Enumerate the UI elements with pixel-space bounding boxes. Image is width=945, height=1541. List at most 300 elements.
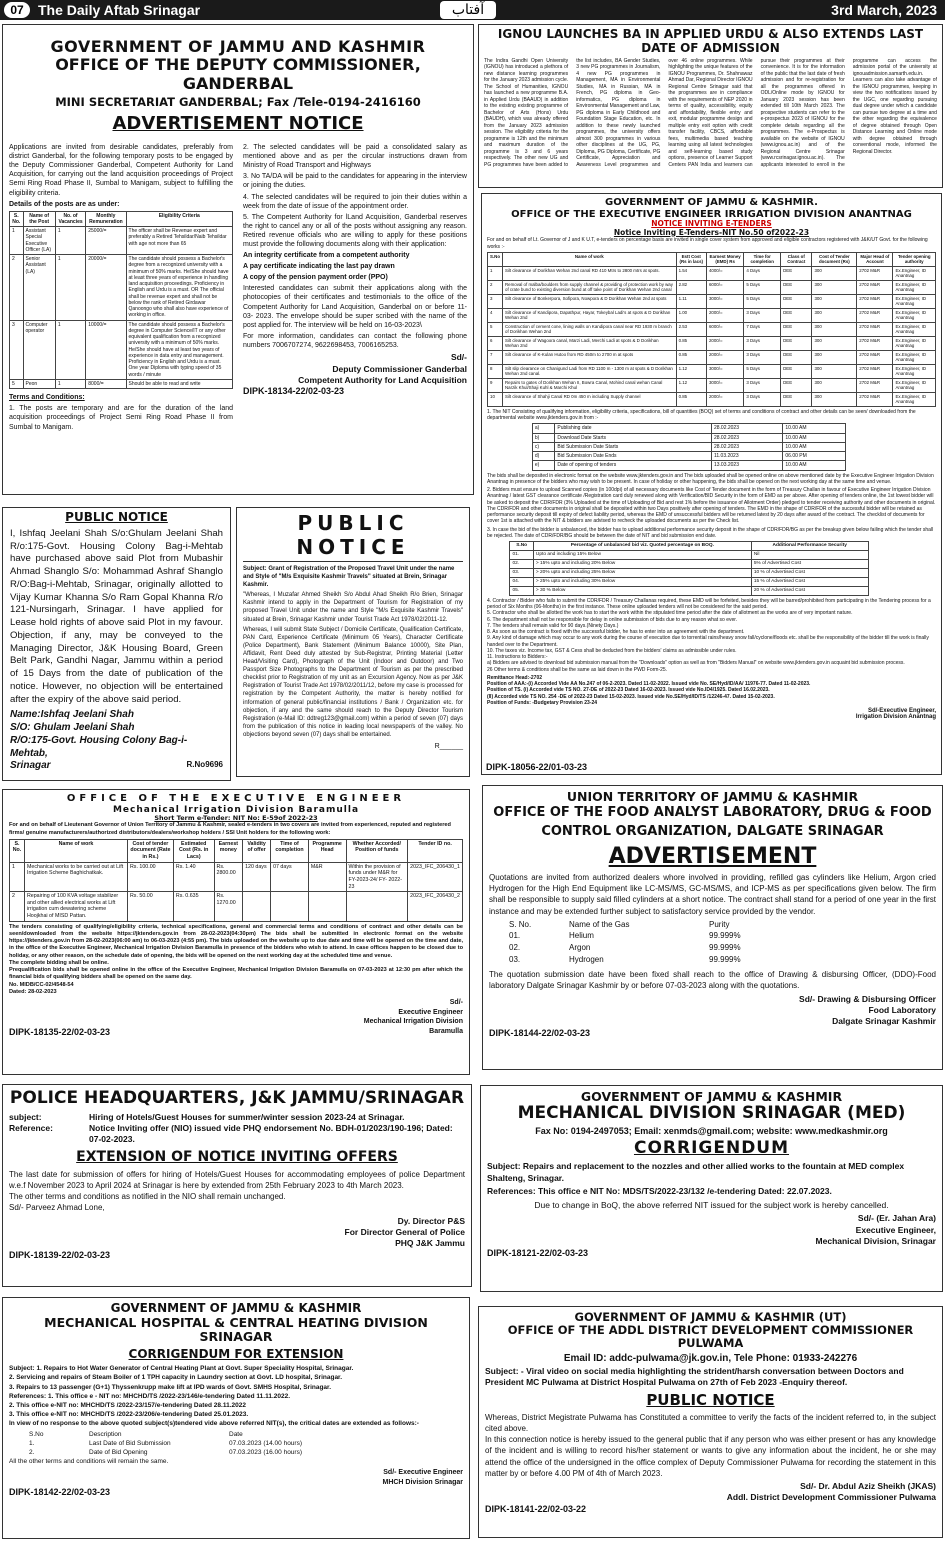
table-cell: a): [532, 424, 554, 433]
table-cell: d): [532, 452, 554, 461]
table-cell: 1: [10, 227, 24, 255]
table-cell: 10 % of Advertised Cost: [751, 568, 868, 577]
ad-reference: Notice Inviting offer (NIO) issued vide PHQ endorsement No. BDH-01/2023/190-196; Dated: 07-02-2023.: [89, 1122, 453, 1144]
signatory: Mechanical Irrigation Division: [363, 1018, 463, 1026]
table-cell: Ex.Engineer, ID Anantnag: [893, 294, 936, 308]
ad-reference: References: This office e NIT No: MDS/TS/2022-23/132 /e-tendering Dated: 22.07.2023.: [487, 1186, 832, 1197]
table-cell: 28.02.2023: [711, 424, 782, 433]
table-row: [510, 550, 868, 559]
table-row: [10, 255, 233, 321]
table-cell: 3 Days: [744, 336, 781, 350]
table-cell: 1.12: [676, 378, 706, 392]
list-cell: Helium: [569, 931, 594, 941]
table-cell: 04.: [510, 577, 533, 586]
table-cell: 2702 M&R: [857, 392, 893, 406]
table-cell: 1: [55, 320, 85, 379]
signatory: Sd/- (Er. Jahan Ara): [857, 1213, 936, 1224]
list-cell: Last Date of Bid Submission: [89, 1440, 171, 1448]
list-cell: Description: [89, 1431, 122, 1438]
table-cell: Repairing of 100 KVA voltage stabilizer and other allied electrical works at Lift irrigation cum dewatering scheme Hoojkhai of MISD Pattan.: [24, 892, 127, 921]
table-cell: Ex.Engineer, ID Anantnag: [893, 308, 936, 322]
table-cell: 15 % of Advertised Cost: [751, 577, 868, 586]
table-cell: 3 Days: [744, 308, 781, 322]
table-cell: 2702 M&R: [857, 364, 893, 378]
ad-paragraph: Interested candidates can submit their applications along with the photocopies of their certificates and testimonials to the office of the Competent Authority for Land Acquisition, Ganderbal on or before 11-03- 2023. The envelope should be super scribed with the name of the post applied for. The interview will be held on 16-03-2023\: [243, 285, 467, 329]
ad-heading: PUBLIC NOTICE: [243, 511, 463, 562]
table-cell: Rs. 1.40: [173, 862, 214, 891]
ad-subject: Hiring of Hotels/Guest Houses for summer/winter session 2023-24 at Srinagar.: [89, 1111, 405, 1122]
table-cell: DEE: [781, 336, 812, 350]
ad-body: Subject: 1. Repairs to Hot Water Generator of Central Heating Plant at Govt. Super Speciality Hospital, Srinagar. 2. Servicing and repairs of Steam Boiler of 1 TPH capacity in Laundry section at Govt. LD hospital, Srinagar. 3. Repairs to 13 passenger (G+1) Thyssenkrupp make lift at IPD wards of Govt. SMHS Hospital, Srinagar. References: 1. This office e - NIT no: MHCHD/TS /2022-23/146/e-tendering Dated 11.11.2022. 2. This office e-NIT no: MHCHD/TS /2022-23/157/e-tendering Dated 28.11.2022 3. This office e-NIT no: MHCHD/TS /2022-23/206/e-tendering Dated 25.01.2023. In view of no response to the above quoted subject(s)tendered vide above referred NIT(s), the critical dates are extended as follows:-: [9, 1365, 419, 1427]
table-cell: 2000/=: [706, 308, 743, 322]
table-cell: 2702 M&R: [857, 266, 893, 280]
ad-heading: EXTENSION OF NOTICE INVITING OFFERS: [76, 1148, 398, 1165]
ad-body: The last date for submission of offers for hiring of Hotels/Guest Houses for accommodating employees of police Department w.e.f November 2023 to April 2024 at Srinagar is here by extended from 25th February 2023 to 4th March 2023. The other terms and conditions as notified in the NIO shall remain unchanged. Sd/- Parveez Ahmad Lone,: [9, 1169, 465, 1213]
table-cell: 3000/=: [706, 364, 743, 378]
table-cell: Silt clearance of Dorikhan Wehan 2nd canal RD 410 Mtrs to 2800 mtrs at spots.: [503, 266, 677, 280]
list-cell: Hydrogen: [569, 954, 604, 964]
gas-list: [509, 919, 936, 965]
table-cell: 2702 M&R: [857, 308, 893, 322]
ad-heading: CORRIGENDUM: [633, 1137, 790, 1158]
ad-public-notice-housing: [2, 507, 231, 781]
table-cell: Computer operator: [23, 320, 55, 379]
list-cell: 99.999%: [709, 954, 741, 964]
dipk-code: DIPK-18139-22/02-03-23: [9, 1249, 111, 1260]
newspaper-name: The Daily Aftab Srinagar: [38, 2, 201, 18]
ad-ignou: [478, 24, 943, 188]
table-row: [488, 378, 936, 392]
table-cell: 7: [488, 350, 503, 364]
ad-body: Whereas, I will submit State Subject / Domicile Certificate, Qualification Certificate, PAN Card, Experience Certificate (Minimum 05 Years), Character Certificate (Police Department), Bank Statement (Minimum Balance 10000), Site Plan, Affidavit, Rent Deed duly attested by Sub-Registrar, Printing Material (Letter Head/Visiting Card), Photograph of the Unit (Indoor and Outdoor) and Two Passport Size Photographs to the Department of Tourism as per the prescribed checklist prior to Registration of my unit as an Excursion Agency. Now as per J&K Registration of Tourist Trade Act 1978/02/2011/12, before my case is processed for registration by the Competent Authority, the matter is hereby notified for information of general public/financial institutions / Bank / Organization etc. for objection, if any and the same should reach to the Deputy Director Tourism Registration (e-Mail ID: ddtreg123@gmail.com) within a period of seven (07) days from the publication of this notice in leading local newspaper/s of the valley. No objections beyond seven (07) days shall be entertained.: [243, 626, 463, 738]
table-cell: 6000/=: [706, 280, 743, 294]
table-row: [488, 350, 936, 364]
table-cell: 28.02.2023: [711, 442, 782, 451]
list-item: [509, 930, 936, 942]
table-cell: 1.54: [676, 266, 706, 280]
ad-subtitle: NOTICE INVITING E-TENDERS: [651, 219, 772, 228]
table-cell: b): [532, 433, 554, 442]
table-header: Whether Accorded/ Position of funds: [346, 839, 408, 862]
list-cell: S. No.: [509, 919, 532, 929]
ad-subject: Subject: - Viral video on social media highlighting the strident/harsh conversation between Doctors and President MC Pulwama at District Hospital Pulwama on 27th of Feb 2023 -Enquiry thereof.: [485, 1365, 904, 1388]
doc-item: A copy of the pension payment order (PPO): [243, 274, 388, 282]
ad-title: OFFICE OF THE EXECUTIVE ENGINEER: [66, 793, 406, 804]
table-cell: Ex.Engineer, ID Anantnag: [893, 350, 936, 364]
table-header: Validity of offer: [243, 839, 271, 862]
table-cell: 2702 M&R: [857, 350, 893, 364]
reference-label: Reference:: [9, 1122, 53, 1133]
term: 3. No TA/DA will be paid to the candidates for appearing in the interview or joining the duties.: [243, 173, 467, 190]
table-cell: 1.11: [676, 294, 706, 308]
ad-body: "Whereas, I Muzafar Ahmed Sheikh S/o Abdul Ahad Sheikh R/o Brien, Srinagar Kashmir intend to apply in the Department of Tourism for Registration of my proposed Travel Unit under the name and Style "M/s Exquisite Kashmir Travels" situated at Brein, Srinagar Kashmir under Tourist Trade Act 1978/02/2011-12.: [243, 592, 463, 623]
table-cell: 5: [488, 322, 503, 336]
ad-title: MECHANICAL DIVISION SRINAGAR (MED): [517, 1103, 906, 1124]
ad-subtitle: Short Term e-Tender: NIT No: E-59of 2022-23: [154, 813, 318, 822]
table-cell: 300: [812, 322, 857, 336]
ad-mhchd-srinagar: [2, 1297, 470, 1539]
ad-title: OFFICE OF THE DEPUTY COMMISSIONER, GANDERBAL: [55, 55, 421, 93]
table-header: Eligibility Criteria: [126, 211, 232, 227]
ad-title: GOVERNMENT OF JAMMU & KASHMIR: [580, 1089, 843, 1104]
table-cell: Silt clearance of Shahji Canal RD 0m 450 m including Supply channel: [503, 392, 677, 406]
table-cell: 07 days: [271, 862, 309, 891]
table-header: Monthly Remuneration: [86, 211, 126, 227]
table-cell: c): [532, 442, 554, 451]
signatory: Executive Engineer,: [855, 1224, 936, 1235]
doc-item: A pay certificate indicating the last pay drawn: [243, 263, 395, 271]
table-cell: 9: [488, 378, 503, 392]
table-header: Percentage of unbalanced bid viz. Quoted percentage on BOQ.: [533, 542, 751, 551]
table-cell: 10000/=: [86, 320, 126, 379]
table-cell: Repairs to gates of Dorikhan Wehan II, Bowra Canal, Mohind canal wehan Canal Narzik Khul/Shaji Kuhl & Marchi Khul: [503, 378, 677, 392]
list-item: [509, 919, 936, 931]
table-header: Estimated Cost (Rs. in Lacs): [173, 839, 214, 862]
terms-heading: Terms and Conditions:: [9, 394, 85, 402]
table-cell: > 15% upto and including 20% Below: [533, 559, 751, 568]
table-row: [488, 392, 936, 406]
table-row: [488, 280, 936, 294]
table-header: Name of the Post: [23, 211, 55, 227]
ad-mech-irrigation-baramulla: [2, 789, 470, 1075]
ad-title: GOVERNMENT OF JAMMU & KASHMIR: [110, 1301, 362, 1315]
ad-ganderbal: [2, 24, 474, 495]
table-cell: Date of opening of tenders: [555, 461, 712, 470]
table-cell: Download Date Starts: [555, 433, 712, 442]
table-cell: 300: [812, 378, 857, 392]
table-row: [10, 227, 233, 255]
table-cell: 2702 M&R: [857, 280, 893, 294]
table-cell: Silt clearance of K-Kulan Hutoo from RD 450m to 2700 m at spots: [503, 350, 677, 364]
table-cell: 0.85: [676, 392, 706, 406]
list-cell: 99.999%: [709, 931, 741, 941]
table-header: Estt Cost (Rs in lacs): [676, 252, 706, 266]
table-cell: DEE: [781, 364, 812, 378]
ad-body: I, Ishfaq Jeelani Shah S/o:Ghulam Jeelani Shah R/o:175-Govt. Housing Colony Bag-i-Mehtab have purchased above said Plot from Mubashir Ahmad Shanglo S/o: Mohammad Ashraf Shanglo R/O:Bag-i-Mehtab, Srinagar, originally allotted to Vijay Kumar Khanna S/o Ram Gopal Khanna R/o 121-Nursingarh, Srinagar. I have applied for Lease hold rights of above said Plot in my favour. Objection, if any, may be conveyed to the Managing Director, J&K Housing Board, Green Belt Park, Gandhi Nagar, Jammu within a period of 15 Days from the date of publication of the notice. However, no objection will be entertained after the expiry of the above said period.: [10, 527, 223, 705]
ad-title: OFFICE OF THE FOOD ANALYST LABORATORY, DRUG & FOOD CONTROL ORGANIZATION, DALGATE SRINAGAR: [493, 805, 932, 839]
table-cell: [243, 892, 271, 921]
table-cell: 300: [812, 308, 857, 322]
signatory: Food Laboratory: [868, 1005, 936, 1016]
list-item: [29, 1430, 463, 1439]
ad-body: All the other terms and conditions will remain the same.: [9, 1458, 169, 1466]
ad-contact: Email ID: addc-pulwama@jk.gov.in, Tele Phone: 01933-242276: [563, 1352, 858, 1364]
ad-subtitle: MINI SECRETARIAT GANDERBAL; Fax /Tele-0194-2416160: [55, 95, 421, 110]
table-cell: 6: [488, 336, 503, 350]
table-cell: 20 % of Advertised Cost: [751, 586, 868, 595]
dipk-code: DIPK-18135-22/02-03-23: [9, 1026, 111, 1037]
table-cell: 4000/=: [706, 266, 743, 280]
ad-title: OFFICE OF THE ADDL DISTRICT DEVELOPMENT COMMISSIONER PULWAMA: [507, 1323, 914, 1351]
term: 1. The posts are temporary and are for the duration of the land acquisition proceedings of Project Semi Ring Road Phase II from Sumbal to Manigam.: [9, 405, 233, 431]
table-cell: Removal of malba/boulders from supply channel & providing of protection work by way of crate bund to existing diversion bund at off take point of Dorikhan Wehan 2nd canal: [503, 280, 677, 294]
table-cell: 300: [812, 350, 857, 364]
signatory: Addl. District Development Commissioner Pulwama: [726, 1492, 936, 1503]
table-cell: 1: [55, 379, 85, 388]
table-cell: e): [532, 461, 554, 470]
ad-title: OFFICE OF THE EXECUTIVE ENGINEER IRRIGATION DIVISION ANANTNAG: [511, 208, 912, 220]
table-cell: DEE: [781, 392, 812, 406]
table-header: Time for completion: [744, 252, 781, 266]
list-cell: 2.: [29, 1449, 35, 1457]
table-cell: 2000/=: [706, 336, 743, 350]
ad-title: Mechanical Irrigation Division Baramulla: [112, 804, 360, 815]
table-cell: 300: [812, 280, 857, 294]
table-cell: DEE: [781, 378, 812, 392]
dipk-code: DIPK-18134-22/02-03-23: [243, 386, 345, 397]
table-row: [10, 379, 233, 388]
dates-table: [532, 423, 846, 470]
table-cell: 5: [10, 379, 24, 388]
table-cell: 8000/=: [86, 379, 126, 388]
list-cell: Date: [229, 1431, 243, 1438]
table-cell: 11.03.2023: [711, 452, 782, 461]
ad-body: The tenders consisting of qualifying/eligibility criteria, technical specifications, general and commercial terms and conditions of contract and other details can be seen/downloaded from the website https://jktenders.gov.in from 28-02-2023(04:30pm) The bids shall be submitted in electronic format on the website https://jktenders.gov.in from 28-02-2023(06:00 am) to 06-03-2023 (4:55 pm). The bids uploaded on the website up to due date and time will be opened on the time and date, in the office of the Executive Engineer, Mechanical Irrigation Division Baramulla in presence of the bidders who wish to attend. In case offices happen to be closed due to holiday, or any other reason, on the schedule date of opening, the bids will be opened on the next working day at the scheduled time and venue. The complete bidding shall be online. Prequalification bids shall be opened online in the office of the Executive Engineer, Mechanical Irrigation Division Baramulla on 07-03-2023 at 12:30 pm after which the financial bids of qualifying bidders shall be opened on the same day. No. MIDB/CC-02/4548-54 Dated: 28-02-2023: [9, 923, 463, 995]
table-cell: 8: [488, 364, 503, 378]
ad-title: POLICE HEADQUARTERS, J&K JAMMU/SRINAGAR: [9, 1088, 465, 1108]
table-cell: > 30 % Below: [533, 586, 751, 595]
table-header: Time of completion: [271, 839, 309, 862]
list-cell: Date of Bid Opening: [89, 1449, 148, 1457]
table-row: [532, 461, 845, 470]
table-header: Cost of Tender document (Rs): [812, 252, 857, 266]
table-cell: 3 Days: [744, 378, 781, 392]
table-header: S.No: [510, 542, 533, 551]
table-cell: DEE: [781, 350, 812, 364]
table-header: No. of Vacancies: [55, 211, 85, 227]
table-cell: 0.85: [676, 350, 706, 364]
list-cell: 99.999%: [709, 942, 741, 952]
ad-irrigation-anantnag: [481, 193, 942, 775]
dipk-code: DIPK-18056-22/01-03-23: [486, 762, 588, 772]
table-cell: The candidate should possess a Bachelor's degree from a recognized university with a minimum of 50% marks. He/She should have at least three years of experience in handling land acquisition proceedings. Proficiency in English and Urdu is a must. OR The official shall be revenue expert and shall not be below the rank of Retired Girdawar Qanoongo who shall also have experience of working in office.: [126, 255, 232, 321]
signatory: Mechanical Division, Srinagar: [815, 1236, 936, 1247]
table-cell: 25000/=: [86, 227, 126, 255]
table-cell: Assistant Special Executive Officer (LA): [23, 227, 55, 255]
list-cell: 03.: [509, 954, 521, 964]
table-row: [510, 559, 868, 568]
dipk-code: DIPK-18142-22/02-03-23: [9, 1487, 111, 1498]
table-cell: Upto and including 15% Below: [533, 550, 751, 559]
table-row: [510, 577, 868, 586]
table-row: [10, 320, 233, 379]
signatory: PHQ J&K Jammu: [395, 1238, 465, 1249]
signatory: R/O:175-Govt. Housing Colony Bag-i-Mehtab,: [10, 735, 188, 760]
table-cell: [271, 892, 309, 921]
ad-note: 3. In case the bid of the bidder is unbalanced, the bidder has to upload additional performance security deposit in the shape of CDR/FDR/BG as per the breakup given below failing which the tender shall be rejected. The date of CDR/FDR/BG should be between the date of NIT and bid submission end date.: [487, 526, 934, 539]
table-cell: Bid Submission Date Ends: [555, 452, 712, 461]
signatory: Competent Authority for Land Acquisition: [298, 374, 467, 385]
ad-body: The quotation submission date have been fixed shall reach to the office of Drawing & disbursing Officer, (DDO)-Food laboratory Dalgate Srinagar Kashmir by or before 07-03-2023 along with the quotations.: [489, 970, 936, 991]
ad-public-notice-travels: [236, 507, 470, 777]
table-cell: 28.02.2023: [711, 433, 782, 442]
table-cell: 3 Days: [744, 392, 781, 406]
table-cell: 300: [812, 364, 857, 378]
table-cell: 10.00 AM: [783, 461, 846, 470]
signatory: For Director General of Police: [344, 1227, 465, 1237]
table-cell: Ex.Engineer, ID Anantnag: [893, 336, 936, 350]
table-cell: 2702 M&R: [857, 322, 893, 336]
table-cell: 1: [488, 266, 503, 280]
table-row: [488, 322, 936, 336]
table-cell: 300: [812, 266, 857, 280]
table-cell: Construction of cement cone, lining walls on Kandipora canal near RD 1930 m branch of Dorikhan Wehan 2nd: [503, 322, 677, 336]
table-header: Tender ID no.: [408, 839, 463, 862]
table-cell: 2: [10, 892, 25, 921]
list-cell: 07.03.2023 (14.00 hours): [229, 1440, 302, 1448]
ad-body: Whereas, District Megistrate Pulwama has Constituted a committee to verify the facts of the incident referred to, in the subject cited above. In this connection notice is hereby issued to the general public that if any person who was either present or has any knowledge of the incident and is willing to record his/her statement or wants to give any information about the incident, he or she may attend the office of the undersigned in the office complex of Deputy Commissioner Pulwama for recording the statement in this matter by or before 4.00 PM of 4th of March 2023.: [485, 1412, 936, 1478]
table-cell: Mechanical works to be carried out at Lift Irrigation Scheme Baghichatkak.: [24, 862, 127, 891]
posts-table: [9, 211, 233, 390]
table-cell: Rs. 50.00: [127, 892, 173, 921]
table-cell: 120 days: [243, 862, 271, 891]
table-cell: 2: [10, 255, 24, 321]
table-header: Major Head of Account: [857, 252, 893, 266]
subject-label: subject:: [9, 1111, 42, 1122]
list-cell: Argon: [569, 942, 591, 952]
table-cell: 2702 M&R: [857, 378, 893, 392]
ad-title: IGNOU LAUNCHES BA IN APPLIED URDU & ALSO EXTENDS LAST DATE OF ADMISSION: [497, 27, 924, 55]
ad-note: 1. The NIT Consisting of qualifying information, eligibility criteria, specifications, bill of quantities (BOQ) set of terms and conditions of contract and other details can be seen/ downloaded from the departmental website www.jktenders.gov.in from :-: [487, 408, 916, 421]
table-cell: > 25% upto and including 30% Below: [533, 577, 751, 586]
table-row: [488, 294, 936, 308]
table-cell: 300: [812, 294, 857, 308]
signatory: Executive Engineer: [398, 1008, 463, 1016]
table-cell: 3000/=: [706, 294, 743, 308]
table-cell: Rs. 100.00: [127, 862, 173, 891]
table-cell: Senior Assistant (LA): [23, 255, 55, 321]
signatory: Irrigation Division Anantnag: [855, 714, 936, 721]
table-cell: 3: [10, 320, 24, 379]
list-cell: 1.: [29, 1440, 35, 1448]
newspaper-logo: آفتاب: [440, 1, 496, 19]
table-cell: Rs. 2800.00: [214, 862, 243, 891]
list-cell: 07.03.2023 (16.00 hours): [229, 1449, 302, 1457]
ad-heading: PUBLIC NOTICE: [646, 1390, 775, 1409]
table-row: [510, 568, 868, 577]
table-cell: 10.00 AM: [783, 424, 846, 433]
table-row: [532, 452, 845, 461]
table-cell: 01.: [510, 550, 533, 559]
signatory: Sd/- Dr. Abdul Aziz Sheikh (JKAS): [800, 1480, 936, 1491]
table-header: Class of Contract: [781, 252, 812, 266]
table-cell: Nil: [751, 550, 868, 559]
list-item: [509, 942, 936, 954]
table-cell: Ex.Engineer, ID Anantnag: [893, 364, 936, 378]
table-header: Name of work: [24, 839, 127, 862]
table-cell: 03.: [510, 568, 533, 577]
critical-dates: [29, 1430, 463, 1457]
dipk-code: DIPK-18141-22/02-03-22: [485, 1503, 587, 1514]
list-cell: 02.: [509, 942, 521, 952]
signatory: Name:Ishfaq Jeelani Shah: [10, 709, 134, 721]
table-header: S. No.: [10, 839, 25, 862]
table-cell: 4: [488, 308, 503, 322]
signatory: Baramulla: [429, 1027, 463, 1035]
table-cell: 13.03.2023: [711, 461, 782, 470]
table-cell: [346, 892, 408, 921]
table-row: [10, 862, 463, 891]
table-cell: 1: [10, 862, 25, 891]
ad-heading: PUBLIC NOTICE: [65, 510, 168, 524]
table-cell: 06.00 PM: [783, 452, 846, 461]
table-cell: 5 Days: [744, 364, 781, 378]
table-header: S.No: [488, 252, 503, 266]
list-item: [509, 954, 936, 966]
ad-title: GOVERNMENT OF JAMMU AND KASHMIR: [50, 37, 426, 56]
table-cell: 4 Days: [744, 266, 781, 280]
ad-note: The bids shall be deposited in electronic format on the website www.jktenders.gov.in and The bids uploaded shall be opened online on above mentioned date by the Executive Engineer Irrigation Division Anantnag in presence of the bidders who may wish to be present. In case of holiday or other happening, the bids shall be opened on the next working day at the same time and venue.: [487, 472, 934, 485]
ad-addc-pulwama: [478, 1306, 943, 1538]
ad-title: MECHANICAL HOSPITAL & CENTRAL HEATING DIVISION SRINAGAR: [44, 1314, 428, 1345]
table-cell: DEE: [781, 322, 812, 336]
works-table: [487, 252, 936, 407]
term: 2. The selected candidates will be paid a consolidated salary as mentioned above and as per the circular instructions drawn from Ministry of Road Transport and Highways: [243, 144, 467, 170]
table-cell: M&R: [308, 862, 346, 891]
newspaper-header: [0, 0, 945, 20]
table-cell: DEE: [781, 294, 812, 308]
table-row: [488, 364, 936, 378]
dipk-code: DIPK-18121-22/02-03-23: [487, 1247, 589, 1258]
table-cell: 3 Days: [744, 350, 781, 364]
table-cell: 7 Days: [744, 322, 781, 336]
list-cell: Name of the Gas: [569, 919, 630, 929]
table-cell: Ex.Engineer, ID Anantnag: [893, 322, 936, 336]
table-header: Earnest money: [214, 839, 243, 862]
table-cell: 20000/=: [86, 255, 126, 321]
ad-note: 4. Contractor / Bidder who fails to submit the CDR/FDR / Treasury Challanas required, these EMD will be forfeited, besides they will be barred/prohibited from participating in the Tendering process for a period of Six Months (06-Months) in the first instance. These online uploaded tenders will not be considered for the said period. 5. Contractor who shall be allotted the work has to start the work within the stipulated time period after the date of allotment as the works are of very important nature. 6. The department shall not be responsible for delay in online submission of bids due to any reason what so ever. 7. The tenders shall remain valid for 90 days.(Ninety Days.) 8. As soon as the contract is fixed with the successful bidder, he has to enter into an agreement with the department. 9. Any kind of damage which may occur to any work during the course of execution due to torrential rains/heavy snow fall/cyclone/floods etc. shall be the responsibility of the bidder till the work is finally handed over to the Department. 10. The taxes viz. Income tax, GST & Cess shall be deducted from the bidders' claims as admissible under rules. 11. Instructions to Bidders:- a) Bidders are advised to download bid submission manual from the "Downloads" option as well as from "Bidders Manual" on website www.jktenders.gov.in acquaint bid submission process. 26 Other terms & conditions shall be the same as laid down in the PWD Form-25.: [487, 597, 931, 673]
table-cell: 2023_IFC_206430_1: [408, 862, 463, 891]
table-cell: > 20% upto and including 25% Below: [533, 568, 751, 577]
signatory: Sd/-Executive Engineer,: [867, 708, 936, 715]
table-cell: 5% of Advertised Cost: [751, 559, 868, 568]
table-cell: 1.00: [676, 308, 706, 322]
signatory: Dy. Director P&S: [397, 1215, 465, 1226]
sd-mark: Sd/-: [450, 352, 467, 363]
table-row: [488, 266, 936, 280]
table-cell: Ex.Engineer, ID Anantnag: [893, 280, 936, 294]
table-cell: Should be able to read and write: [126, 379, 232, 388]
table-cell: 10.00 AM: [783, 433, 846, 442]
ad-body: Due to change in BoQ, the above referred NIT issued for the subject work is hereby cancelled.: [534, 1199, 889, 1210]
list-cell: S.No: [29, 1431, 44, 1438]
table-cell: Rs. 1270.00: [214, 892, 243, 921]
table-cell: 5 Days: [744, 294, 781, 308]
table-cell: Ex.Engineer, ID Anantnag: [893, 266, 936, 280]
table-header: Name of work: [503, 252, 677, 266]
ad-heading: CORRIGENDUM FOR EXTENSION: [128, 1346, 344, 1361]
table-cell: Ex.Engineer, ID Anantnag: [893, 392, 936, 406]
table-cell: 300: [812, 392, 857, 406]
table-cell: Silt clearance of Bonkerpora, Sofipora, Nowpora & D Dorikhan Wehan 2nd at spots: [503, 294, 677, 308]
table-cell: Bid Submission Date Starts: [555, 442, 712, 451]
table-cell: 3000/=: [706, 378, 743, 392]
table-cell: 10: [488, 392, 503, 406]
table-cell: DEE: [781, 308, 812, 322]
table-cell: 02.: [510, 559, 533, 568]
table-header: Earnest Money (EMD) Rs: [706, 252, 743, 266]
ad-heading: ADVERTISEMENT: [608, 843, 817, 869]
table-cell: 2.82: [676, 280, 706, 294]
ad-note: 2. Bidders must ensure to upload Scanned copies (in 100dpi) of all necessary documents like Cost of Tender document in the form of Treasury Challan in favour of Executive Engineer Irrigation Division Anantnag / latest GST clearance certificate /Registration card duly renewed along with Verification/BID Security in the form of EMD as per above. After opening of tenders online, the 1st lowest bidder will be asked to deposit the CDR/FDR (3% Uploaded at the time of Uploading of Bid and rest 1% before the issuance of Allotment Order) pledged to tender receiving authority and other documents in original. The CDR/FDR and other documents in original shall be deposited within two Days positively after opening of tenders. The EMD in the shape of CDR/FDR of the successful bidder will be retained as performance security deposit till expiry of defect liability period, whereas the EMD of unsuccessful bidders will be returned latest by 20 days after award of the contract. The checklist of documents for cover 1st is attached with the NIT & bidders are advised to recheck the uploaded documents as per the Check list.: [487, 487, 936, 525]
table-cell: Within the provision of funds under M&R for FY-2023-24/ FY- 2022-23: [346, 862, 408, 891]
table-cell: DEE: [781, 266, 812, 280]
ad-subject: Subject: Repairs and replacement to the nozzles and other allied works to the fountain at MED complex Shalteng, Srinagar.: [487, 1161, 905, 1183]
table-header: S. No.: [10, 211, 24, 227]
table-cell: Rs. 0.635: [173, 892, 214, 921]
table-row: [532, 424, 845, 433]
table-cell: 2.53: [676, 322, 706, 336]
